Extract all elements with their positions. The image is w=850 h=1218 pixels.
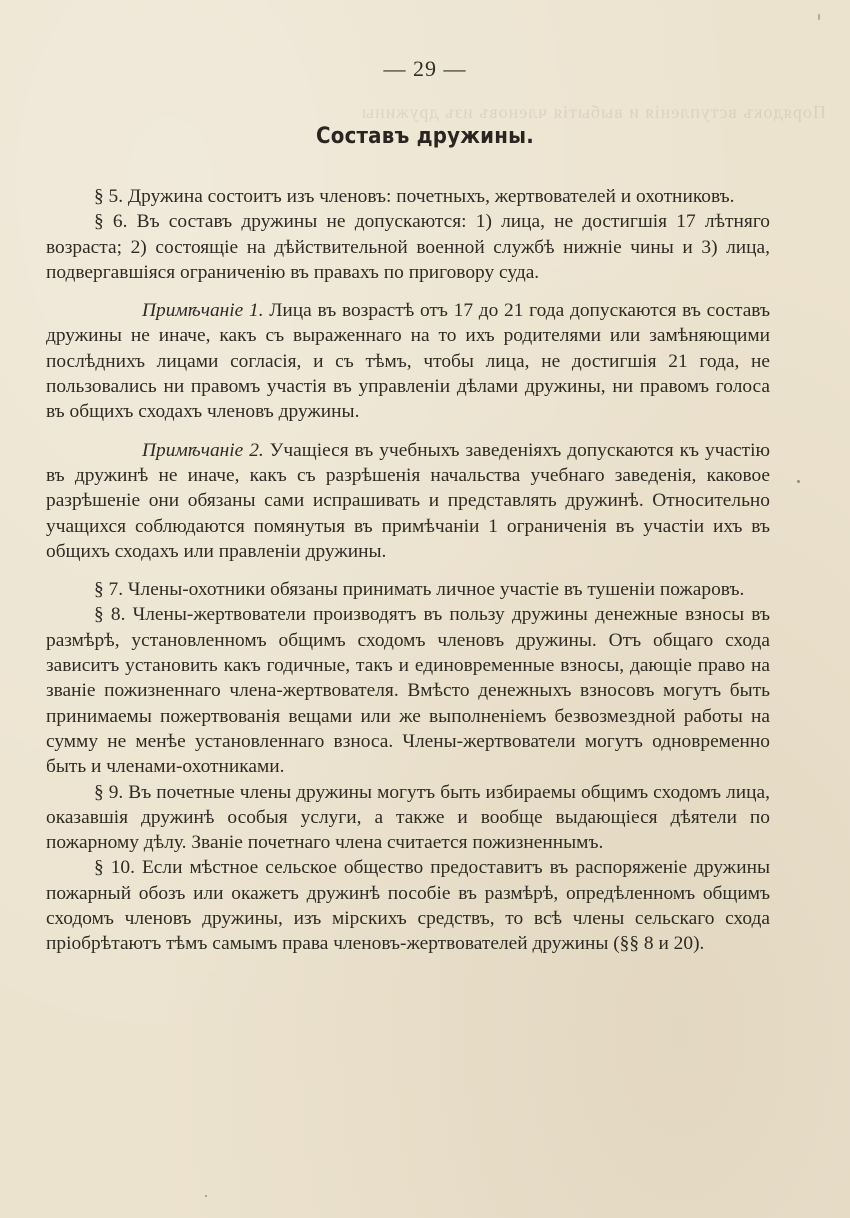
note-1 (46, 298, 770, 424)
note-1-text: Лица въ возрастѣ отъ 17 до 21 года допускаются въ составъ дружины не иначе, какъ съ выраженнаго на то ихъ родителями или замѣняющими послѣднихъ лицами согласія, и съ тѣмъ, чтобы лица, не достигшія 21 года, не пользовались ни правомъ участія въ управленіи дѣлами дружины, ни правомъ голоса въ общихъ сходахъ членовъ дружины. (46, 300, 771, 423)
paragraph-7: § 7. Члены-охотники обязаны принимать личное участіе въ тушеніи пожаровъ. (94, 579, 745, 601)
paragraph-9: § 9. Въ почетные члены дружины могутъ быть избираемы общимъ сходомъ лица, оказавшія дружинѣ особыя услуги, а также и вообще выдающіеся дѣятели по пожарному дѣлу. Званіе почетнаго члена считается пожизненнымъ. (46, 781, 770, 854)
show-through-text: Порядокъ вступленія и выбытія членовъ изъ дружины (361, 102, 826, 122)
paper-speck (205, 1195, 207, 1197)
section-title: Составъ дружины. (316, 124, 534, 149)
body-text (46, 184, 770, 957)
paragraph-6: § 6. Въ составъ дружины не допускаются: 1) лица, не достигшія 17 лѣтняго возраста; 2) состоящіе на дѣйствительной военной службѣ нижніе чины и 3) лица, подвергавшіяся ограниченію въ правахъ по приговору суда. (46, 211, 770, 283)
note-2-text: Учащіеся въ учебныхъ заведеніяхъ допускаются къ участію въ дружинѣ не иначе, какъ съ разрѣшенія начальства учебнаго заведенія, каковое разрѣшеніе они обязаны сами испрашивать и представлять дружинѣ. Относительно учащихся соблюдаются помянутыя въ примѣчаніи 1 ограниченія въ участіи ихъ въ общихъ сходахъ или правленіи дружины. (46, 439, 771, 562)
paragraph-5: § 5. Дружина состоитъ изъ членовъ: почетныхъ, жертвователей и охотниковъ. (94, 186, 735, 207)
note-2 (46, 438, 770, 564)
paper-speck (797, 480, 800, 483)
paragraph-8: § 8. Члены-жертвователи производятъ въ пользу дружины денежные взносы въ размѣрѣ, установленномъ общимъ сходомъ членовъ дружины. Отъ общаго схода зависитъ установить какъ годичные, такъ и единовременные взносы, дающіе право на званіе пожизненнаго члена-жертвователя. Вмѣсто денежныхъ взносовъ могутъ быть принимаемы пожертвованія вещами или же выполненіемъ безвозмездной работы на сумму не менѣе установленнаго взноса. Члены-жертвователи могутъ одновременно быть и членами-охотниками. (46, 604, 770, 778)
note-1-label: Примѣчаніе 1. (142, 300, 264, 322)
page-number: — 29 — (383, 56, 467, 81)
paragraph-10: § 10. Если мѣстное сельское общество предоставитъ въ распоряженіе дружины пожарный обозъ или окажетъ дружинѣ пособіе въ размѣрѣ, опредѣленномъ общимъ сходомъ членовъ дружины, изъ мірскихъ средствъ, то всѣ члены сельскаго схода пріобрѣтаютъ тѣмъ самымъ права членовъ-жертвователей дружины (§§ 8 и 20). (46, 857, 770, 955)
paper-speck (818, 14, 820, 20)
note-2-label: Примѣчаніе 2. (142, 439, 264, 461)
